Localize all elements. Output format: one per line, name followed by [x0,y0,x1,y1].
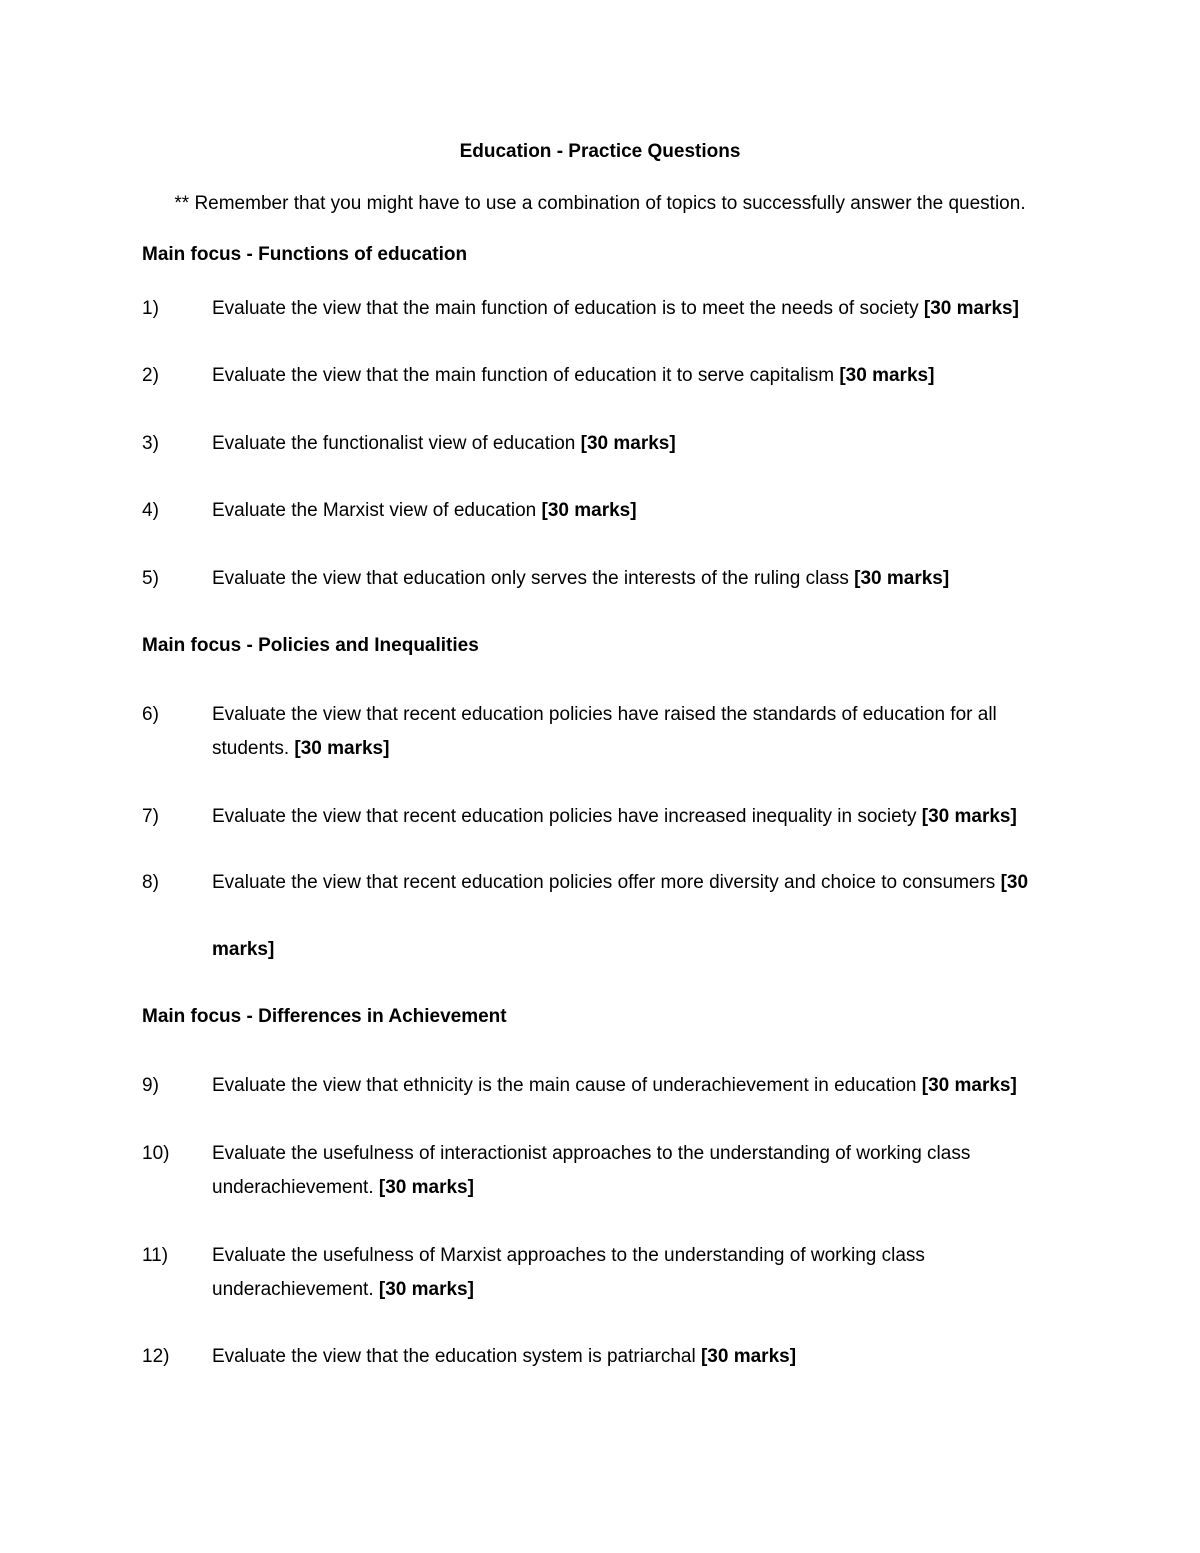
question-number: 4) [142,500,159,521]
marks-label: [30 marks] [294,738,390,759]
question-text-wrap [212,866,1072,900]
question-number: 7) [142,806,159,827]
question-text-wrap [212,359,1072,393]
question-number: 6) [142,704,159,725]
marks-label: [30 marks] [541,500,637,521]
marks-label: [30 marks] [580,433,676,454]
question-text: Evaluate the usefulness of Marxist approaches to the understanding of working class underachievement. [212,1245,925,1300]
marks-label: [30 marks] [839,365,935,386]
question-text: Evaluate the Marxist view of education [212,500,537,521]
marks-label: [30 marks] [854,568,950,589]
question-text: Evaluate the view that education only serves the interests of the ruling class [212,568,849,589]
question-text: Evaluate the view that the main function of education it to serve capitalism [212,365,835,386]
question-text-wrap [212,494,1072,528]
question-text: Evaluate the view that recent education policies have increased inequality in society [212,806,917,827]
question-number: 5) [142,568,159,589]
question-number: 3) [142,433,159,454]
question-text-wrap [212,1340,1072,1374]
marks-label-part2: marks] [212,939,275,960]
question-text-wrap [212,562,1072,596]
marks-label: [30 marks] [923,298,1019,319]
section-heading-functions: Main focus - Functions of education [142,244,468,265]
question-text-wrap [212,427,1072,461]
question-text-wrap [212,698,1072,766]
question-text: Evaluate the view that the education system is patriarchal [212,1346,696,1367]
question-number: 2) [142,365,159,386]
question-number: 1) [142,298,159,319]
question-number: 8) [142,872,159,893]
question-text-wrap [212,1239,972,1307]
marks-label-part1: [30 [1000,872,1029,893]
question-text: Evaluate the functionalist view of education [212,433,576,454]
marks-label: [30 marks] [921,1075,1017,1096]
question-text: Evaluate the view that the main function of education is to meet the needs of society [212,298,919,319]
question-text: Evaluate the view that ethnicity is the main cause of underachievement in education [212,1075,917,1096]
question-number: 12) [142,1346,170,1367]
instruction-note: ** Remember that you might have to use a combination of topics to successfully answer the question. [174,193,1026,214]
section-heading-policies: Main focus - Policies and Inequalities [142,635,479,656]
question-text-wrap [212,292,1072,326]
question-number: 11) [142,1245,169,1266]
question-text-wrap [212,1069,1072,1103]
question-number: 10) [142,1143,170,1164]
question-text: Evaluate the view that recent education policies have raised the standards of education for all students. [212,704,997,759]
question-number: 9) [142,1075,159,1096]
marks-label: [30 marks] [700,1346,797,1367]
marks-label: [30 marks] [378,1279,474,1300]
marks-label: [30 marks] [378,1177,474,1198]
question-text: Evaluate the view that recent education policies offer more diversity and choice to consumers [212,872,996,893]
question-text-wrap [212,1137,1012,1205]
question-text-wrap [212,800,1072,834]
document-title: Education - Practice Questions [459,141,741,162]
question-text: Evaluate the usefulness of interactionist approaches to the understanding of working class underachievement. [212,1143,971,1198]
marks-label: [30 marks] [921,806,1017,827]
section-heading-achievement: Main focus - Differences in Achievement [142,1006,507,1027]
